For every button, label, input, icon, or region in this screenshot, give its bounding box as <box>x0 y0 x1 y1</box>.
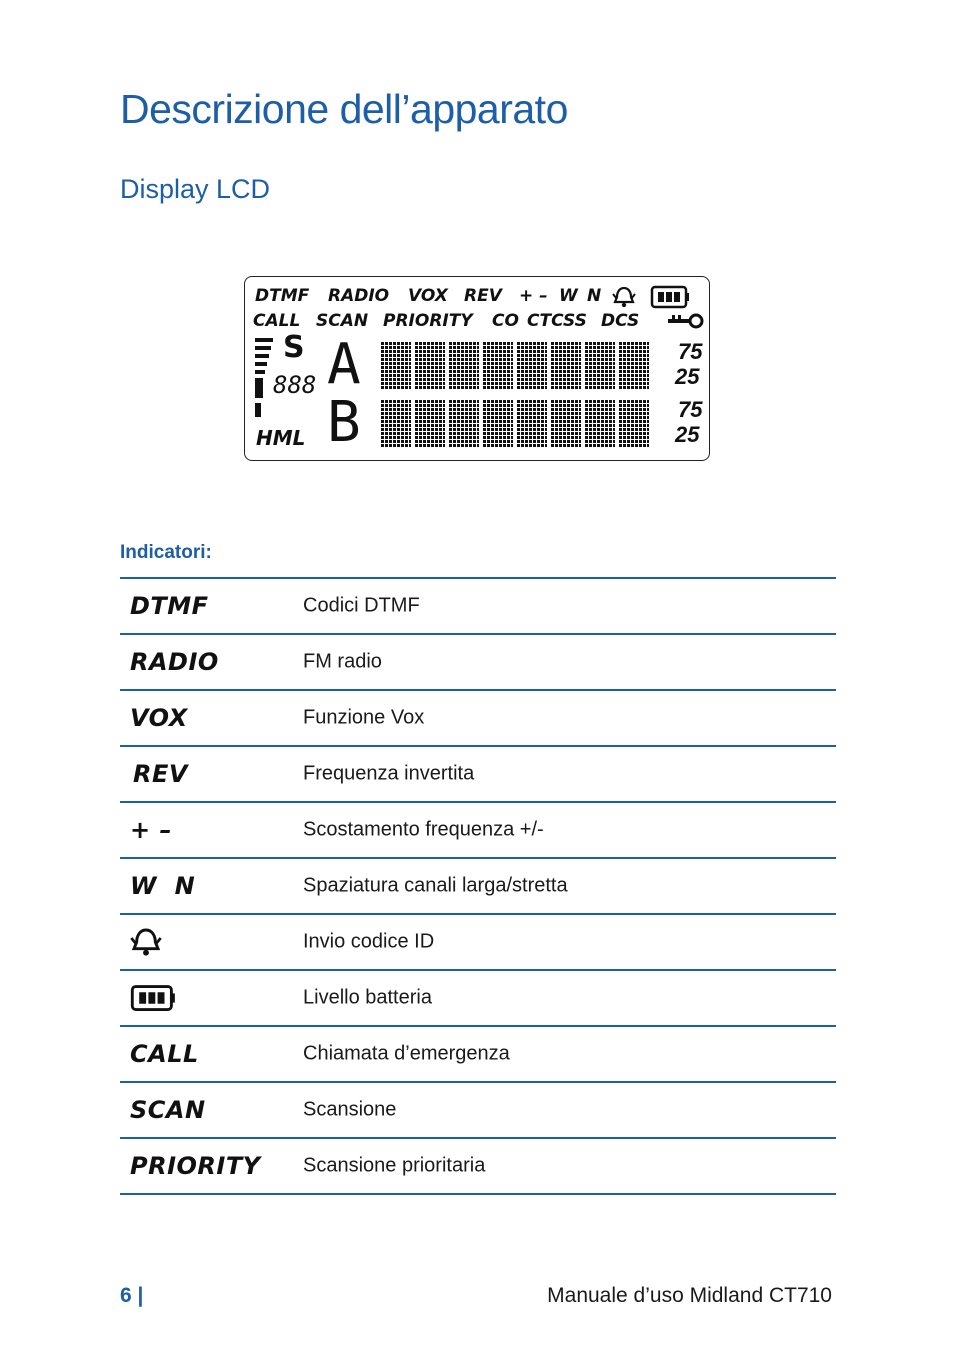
indicator-description: Livello batteria <box>303 986 432 1009</box>
page-number: 6 | <box>120 1284 144 1307</box>
lcd-digit-segment <box>619 341 649 389</box>
indicators-heading: Indicatori: <box>120 542 212 563</box>
lcd-digit-segment <box>449 399 479 447</box>
indicator-description: Invio codice ID <box>303 930 435 953</box>
lcd-step-b-bottom: 25 <box>675 422 700 447</box>
manual-title: Manuale d’uso Midland CT710 <box>547 1284 832 1307</box>
bell-icon <box>130 927 162 957</box>
lcd-digit-segment <box>585 399 615 447</box>
lcd-signal-bar <box>255 362 267 366</box>
lcd-dtmf-label: DTMF <box>255 286 310 306</box>
lcd-digit-segment <box>381 341 411 389</box>
table-row <box>120 915 836 971</box>
lcd-digit-segment <box>415 341 445 389</box>
lcd-signal-bar <box>255 378 263 398</box>
table-row <box>120 635 836 691</box>
indicator-symbol: W N <box>130 872 196 900</box>
table-row <box>120 1139 836 1195</box>
lcd-dcs-label: DCS <box>601 311 640 331</box>
indicator-description: Spaziatura canali larga/stretta <box>303 874 568 897</box>
indicator-table <box>120 577 836 1195</box>
battery-icon <box>130 984 176 1012</box>
indicator-symbol: CALL <box>130 1040 199 1068</box>
table-row <box>120 747 836 803</box>
indicator-description: Scansione <box>303 1098 397 1121</box>
lcd-digit-segment <box>551 341 581 389</box>
lcd-vox-label: VOX <box>408 286 448 306</box>
indicator-description: Frequenza invertita <box>303 762 475 785</box>
lcd-battery-icon <box>650 285 690 309</box>
lcd-digit-segment <box>517 341 547 389</box>
lcd-plus-minus-label: + – <box>519 286 548 306</box>
lcd-digit-segment <box>449 341 479 389</box>
lcd-step-a-top: 75 <box>678 339 703 364</box>
table-row <box>120 691 836 747</box>
table-row <box>120 1083 836 1139</box>
table-row <box>120 1027 836 1083</box>
table-row <box>120 579 836 635</box>
lcd-power-label: HML <box>256 426 306 450</box>
lcd-signal-bar <box>255 403 261 417</box>
indicator-symbol: PRIORITY <box>130 1152 261 1180</box>
lcd-digit-segment <box>381 399 411 447</box>
lcd-step-a-bottom: 25 <box>675 364 700 389</box>
lcd-scan-label: SCAN <box>316 311 369 331</box>
lcd-signal-bar <box>255 338 273 342</box>
lcd-radio-label: RADIO <box>328 286 390 306</box>
lcd-n-label: N <box>587 286 602 306</box>
lcd-key-icon <box>666 311 704 331</box>
lcd-digit-segment <box>483 341 513 389</box>
indicator-symbol: SCAN <box>130 1096 206 1124</box>
lcd-digit-segment <box>517 399 547 447</box>
page-title: Descrizione dell’apparato <box>120 86 568 132</box>
indicator-symbol: DTMF <box>130 592 209 620</box>
lcd-step-b-top: 75 <box>678 397 703 422</box>
lcd-w-label: W <box>559 286 578 306</box>
lcd-call-label: CALL <box>253 311 301 331</box>
lcd-display-illustration <box>244 276 710 461</box>
section-title: Display LCD <box>120 174 271 204</box>
lcd-s-label: S <box>283 330 305 365</box>
indicator-symbol: RADIO <box>130 648 219 676</box>
lcd-priority-label: PRIORITY <box>383 311 473 331</box>
lcd-digit-segment <box>415 399 445 447</box>
lcd-signal-bar <box>255 370 265 374</box>
table-row <box>120 971 836 1027</box>
lcd-channel-a-letter: A <box>327 332 361 397</box>
table-row <box>120 859 836 915</box>
lcd-small-digits: 888 <box>273 371 317 399</box>
lcd-digit-segment <box>585 341 615 389</box>
indicator-description: Codici DTMF <box>303 594 420 617</box>
indicator-description: Scostamento frequenza +/- <box>303 818 544 841</box>
indicator-symbol: + – <box>130 816 172 844</box>
lcd-digit-segment <box>551 399 581 447</box>
lcd-signal-bar <box>255 354 269 358</box>
lcd-co-label: CO <box>492 311 519 331</box>
indicator-symbol: REV <box>133 760 188 788</box>
indicator-description: FM radio <box>303 650 382 673</box>
lcd-ctcss-label: CTCSS <box>527 311 587 331</box>
indicator-description: Scansione prioritaria <box>303 1154 486 1177</box>
table-row <box>120 803 836 859</box>
indicator-symbol: VOX <box>130 704 188 732</box>
lcd-digit-segment <box>483 399 513 447</box>
lcd-rev-label: REV <box>464 286 502 306</box>
lcd-channel-b-letter: B <box>327 390 361 455</box>
lcd-signal-bar <box>255 346 271 350</box>
indicator-description: Funzione Vox <box>303 706 425 729</box>
lcd-digit-segment <box>619 399 649 447</box>
lcd-bell-icon <box>612 286 636 308</box>
indicator-description: Chiamata d’emergenza <box>303 1042 510 1065</box>
